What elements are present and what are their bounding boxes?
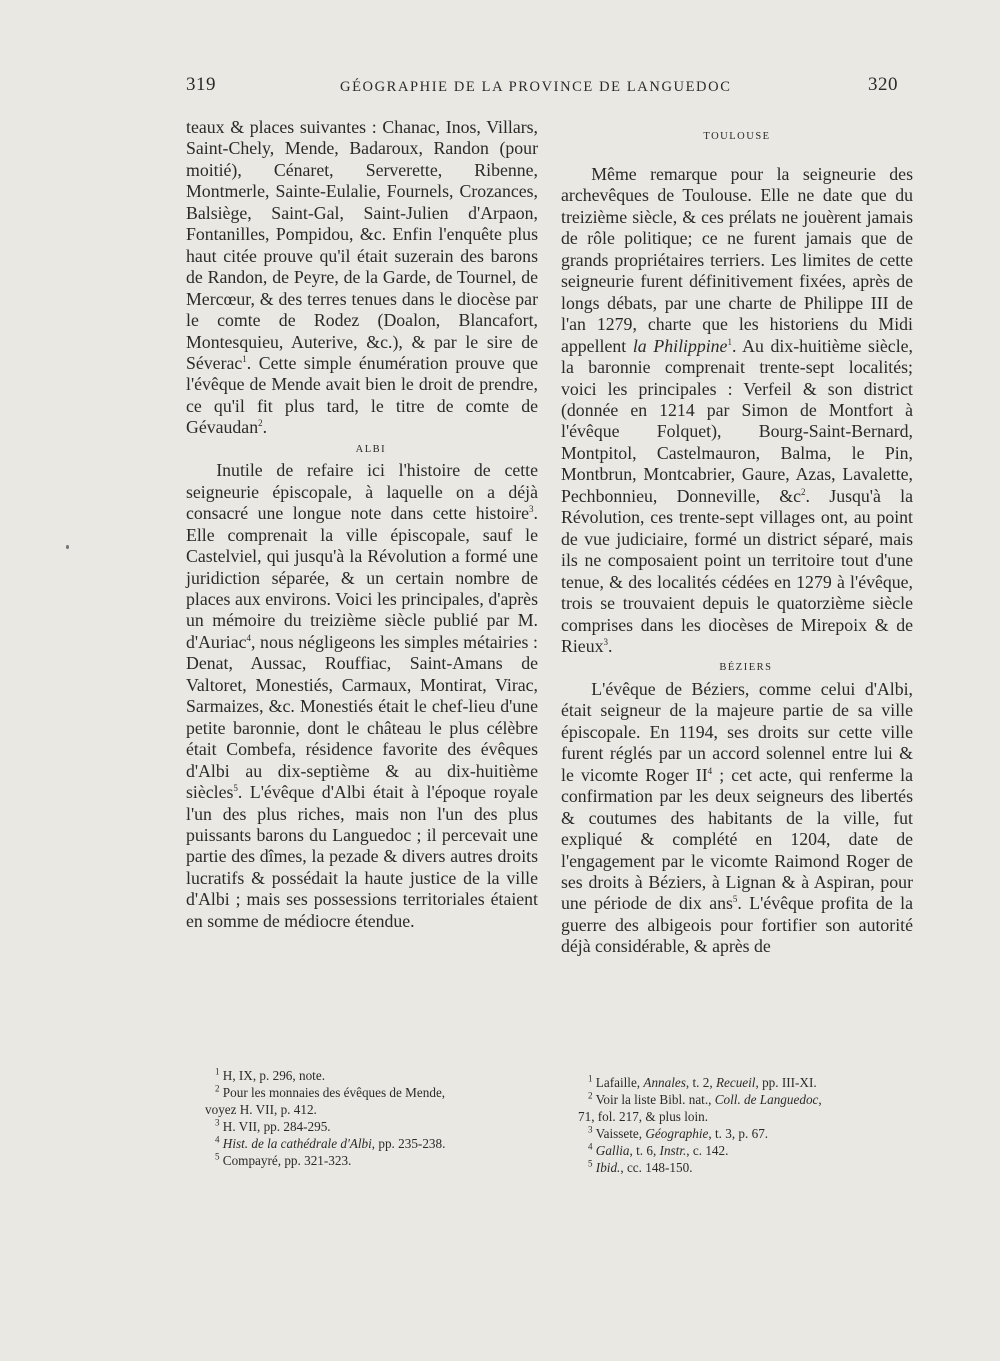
footnote-continuation: 71, fol. 217, & plus loin. xyxy=(578,1108,709,1124)
page-number-left: 319 xyxy=(186,74,216,95)
footnote: $^3$ Vaissete, Géographie, t. 3, p. 67. xyxy=(588,1124,769,1141)
footnotes-left xyxy=(205,1066,550,1169)
footnotes-right xyxy=(578,1073,918,1176)
footnote-ref: 4 xyxy=(707,765,713,776)
footnote: $^4$ Gallia, t. 6, Instr., c. 142. xyxy=(588,1141,729,1158)
section-heading-beziers: BÉZIERS xyxy=(719,662,773,674)
page-number-right: 320 xyxy=(868,74,898,95)
paragraph-albi: Inutile de refaire ici l'histoire de cette seigneurie épiscopale, à laquelle on a déjà consacré une longue note dans cette histoire$^3$. Elle comprenait la ville épiscopale, sauf le Castelviel, qui jusqu'à la Révolution a formé une juridiction séparée, & un certain nombre de places aux environs. Voici les principales, d'après un mémoire du treizième siècle publié par M. d'Auriac$^4$, nous négligeons les simples métairies : Denat, Aussac, Rouffiac, Saint-Amans de Valtoret, Monestiés, Carmaux, Montirat, Virac, Sarmaizes, &c. Monestiés était le chef-lieu d'une petite baronnie, dont le château le plus célèbre était Combefa, résidence favorite des évêques d'Albi au dix-septième & au dix-huitième siècles$^5$. L'évêque d'Albi était à l'époque royale l'un des plus riches, mais non l'un des plus puissants barons du Languedoc ; il percevait une partie des dîmes, la pezade & divers autres droits lucratifs & possédait la haute justice de la ville d'Albi ; mais ses possessions territoriales étaient en somme de médiocre étendue. xyxy=(186,460,538,931)
paragraph-mende: teaux & places suivantes : Chanac, Inos, Villars, Saint-Chely, Mende, Badaroux, Randon (pour moitié), Cénaret, Serverette, Ribenne, Montmerle, Sainte-Eulalie, Fournels, Crozances, Balsiège, Saint-Gal, Saint-Julien d'Arpaon, Fontanilles, Pompidou, &c. Enfin l'enquête plus haut citée prouve qu'il était suzerain des barons de Randon, de Peyre, de la Garde, de Tournel, de Mercœur, & des terres tenues dans le diocèse par le comte de Rodez (Doalon, Blancafort, Montesquieu, Auterive, &c.), & par le sire de Séverac$^1$. Cette simple énumération prouve que l'évêque de Mende avait bien le droit de prendre, ce qu'il fit plus tard, le titre de comte de Gévaudan$^2$. xyxy=(186,117,538,438)
section-heading-toulouse: TOULOUSE xyxy=(703,131,771,142)
footnote-ref: 4 xyxy=(246,632,251,643)
footnote: $^1$ H, IX, p. 296, note. xyxy=(215,1066,325,1083)
footnote: $^1$ Lafaille, Annales, t. 2, Recueil, pp. III-XI. xyxy=(588,1073,817,1090)
footnote: $^2$ Voir la liste Bibl. nat., Coll. de Languedoc, xyxy=(588,1090,822,1107)
paragraph-toulouse: Même remarque pour la seigneurie des archevêques de Toulouse. Elle ne date que du treizième siècle, & ces prélats ne jouèrent jamais de rôle politique; ce ne furent jamais que de grands propriétaires terriers. Les limites de cette seigneurie furent définitivement fixées, après de longs débats, par une charte de Philippe III de l'an 1279, charte que les historiens du Midi appellent la Philippine$^1$. Au dix-huitième siècle, la baronnie comprenait trente-sept localités; voici les principales : Verfeil & son district (donnée en 1214 par Simon de Montfort à l'évêque Folquet), Bourg-Saint-Bernard, Montpitol, Castelmauron, Balma, le Pin, Montbrun, Montcabrier, Gaure, Azas, Lavalette, Pechbonnieu, Donneville, $\&c^2$. Jusqu'à la Révolution, ces trente-sept villages ont, au point de vue judiciaire, formé un district séparé, mais ils ne composaient point un territoire tout d'une tenue, & des localités cédées en 1279 à l'évêque, trois se trouvaient depuis le quatorzième siècle comprises dans les diocèses de Mirepoix & de Rieux$^3$. xyxy=(561,164,913,656)
footnote: $^2$ Pour les monnaies des évêques de Mende, xyxy=(215,1083,446,1100)
footnote-ref: 2 xyxy=(801,486,806,497)
footnote-ref: 1 xyxy=(242,354,247,365)
footnote-ref: 5 xyxy=(233,783,238,794)
footnote-ref: 5 xyxy=(732,894,738,905)
paragraph-beziers: L'évêque de Béziers, comme celui d'Albi, était seigneur de la majeure partie de sa ville épiscopale. En 1194, ses droits sur cette ville furent réglés par un accord solennel entre lui & le vicomte Roger $II^4$ ; cet acte, qui renferme la confirmation par les deux seigneurs des libertés & coutumes des habitants de la ville, fut expliqué & complété en 1204, date de l'engagement par le vicomte Raimond Roger de ses droits à Béziers, à Lignan & à Aspiran, pour une période de dix ans$^5$. L'évêque profita de la guerre des albigeois pour fortifier son autorité déjà considérable, & après de xyxy=(561,678,914,957)
footnote-ref: 3 xyxy=(529,504,534,515)
left-column xyxy=(186,117,538,932)
footnote-continuation: voyez H. VII, p. 412. xyxy=(205,1101,317,1117)
paper-speck xyxy=(66,545,69,549)
footnote: $^4$ Hist. de la cathédrale d'Albi, pp. 235-238. xyxy=(215,1134,446,1151)
footnote: $^3$ H. VII, pp. 284-295. xyxy=(215,1117,331,1134)
footnote-ref: 2 xyxy=(258,418,263,429)
footnote-ref: 1 xyxy=(727,336,732,347)
footnote-ref: 3 xyxy=(603,637,608,648)
running-title: GÉOGRAPHIE DE LA PROVINCE DE LANGUEDOC xyxy=(340,79,732,95)
footnote: $^5$ Ibid., cc. 148-150. xyxy=(588,1158,693,1175)
section-heading-albi: ALBI xyxy=(355,443,387,455)
footnote: $^5$ Compayré, pp. 321-323. xyxy=(215,1151,352,1168)
right-column xyxy=(561,164,913,958)
